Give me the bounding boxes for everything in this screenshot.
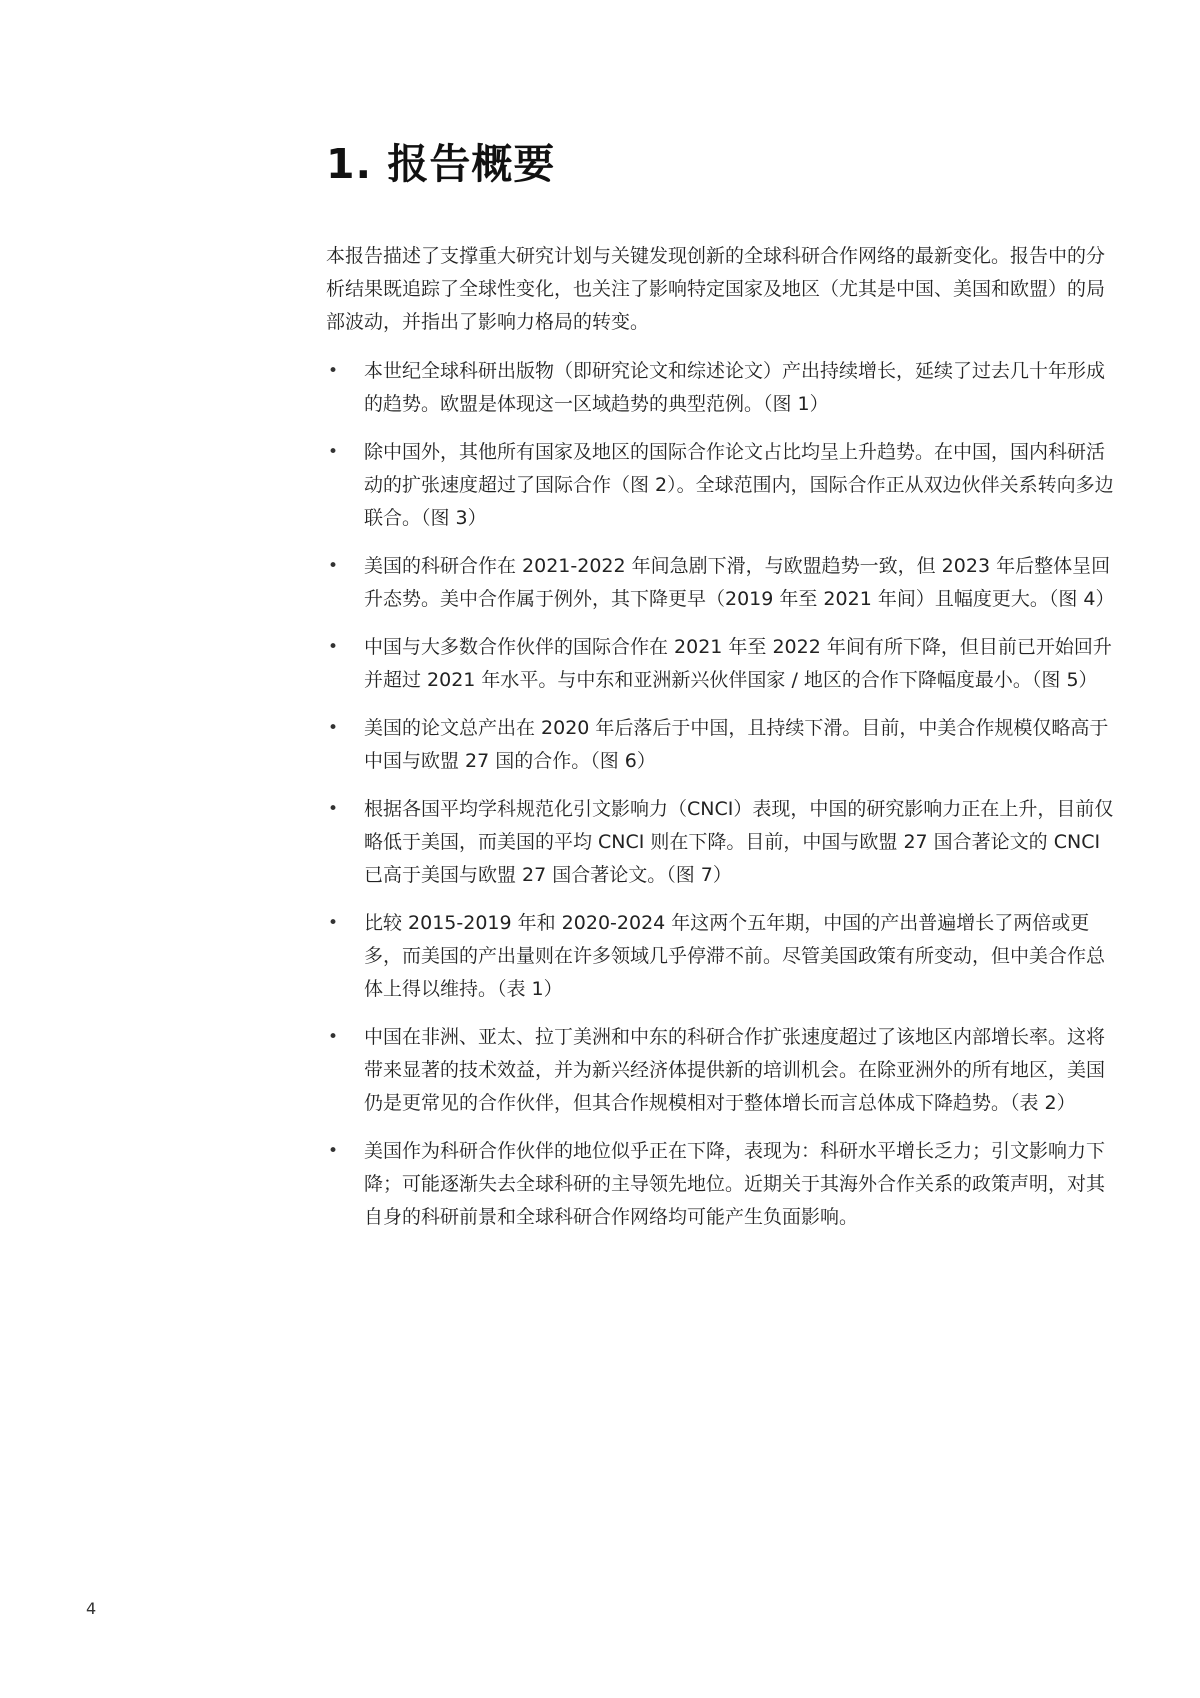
bullet-dot-icon: •	[328, 718, 339, 738]
bullet-item	[326, 550, 1120, 616]
bullet-item	[326, 712, 1120, 778]
bullet-item	[326, 436, 1120, 535]
bullet-item	[326, 355, 1120, 421]
bullet-dot-icon: •	[328, 1027, 339, 1047]
bullet-text: 美国的论文总产出在 2020 年后落后于中国，且持续下滑。目前，中美合作规模仅略高于中国与欧盟 27 国的合作。（图 6）	[364, 717, 1109, 772]
bullet-dot-icon: •	[328, 442, 339, 462]
bullet-text: 美国作为科研合作伙伴的地位似乎正在下降，表现为：科研水平增长乏力；引文影响力下降；可能逐渐失去全球科研的主导领先地位。近期关于其海外合作关系的政策声明，对其自身的科研前景和全球科研合作网络均可能产生负面影响。	[364, 1140, 1106, 1228]
bullet-item	[326, 1021, 1120, 1120]
bullet-dot-icon: •	[328, 637, 339, 657]
bullet-item	[326, 793, 1120, 892]
bullet-text: 中国与大多数合作伙伴的国际合作在 2021 年至 2022 年间有所下降，但目前已开始回升并超过 2021 年水平。与中东和亚洲新兴伙伴国家 / 地区的合作下降幅度最小。（图 5）	[364, 636, 1112, 691]
bullet-item	[326, 1135, 1120, 1234]
bullet-dot-icon: •	[328, 556, 339, 576]
bullet-text: 美国的科研合作在 2021-2022 年间急剧下滑，与欧盟趋势一致，但 2023 年后整体呈回升态势。美中合作属于例外，其下降更早（2019 年至 2021 年间）且幅度更大。（图 4）	[364, 555, 1115, 610]
bullet-text: 除中国外，其他所有国家及地区的国际合作论文占比均呈上升趋势。在中国，国内科研活动的扩张速度超过了国际合作（图 2）。全球范围内，国际合作正从双边伙伴关系转向多边联合。（图 3）	[364, 441, 1114, 529]
bullet-text: 本世纪全球科研出版物（即研究论文和综述论文）产出持续增长，延续了过去几十年形成的趋势。欧盟是体现这一区域趋势的典型范例。（图 1）	[364, 360, 1106, 415]
bullet-text: 比较 2015-2019 年和 2020-2024 年这两个五年期，中国的产出普遍增长了两倍或更多，而美国的产出量则在许多领域几乎停滞不前。尽管美国政策有所变动，但中美合作总体上得以维持。（表 1）	[364, 912, 1106, 1000]
bullet-text: 根据各国平均学科规范化引文影响力（CNCI）表现，中国的研究影响力正在上升，目前仅略低于美国，而美国的平均 CNCI 则在下降。目前，中国与欧盟 27 国合著论文的 CNCI 已高于美国与欧盟 27 国合著论文。（图 7）	[364, 798, 1114, 886]
bullet-dot-icon: •	[328, 913, 339, 933]
page-number: 4	[86, 1599, 97, 1618]
section-heading: 1. 报告概要	[326, 140, 556, 188]
bullet-text: 中国在非洲、亚太、拉丁美洲和中东的科研合作扩张速度超过了该地区内部增长率。这将带来显著的技术效益，并为新兴经济体提供新的培训机会。在除亚洲外的所有地区，美国仍是更常见的合作伙伴，但其合作规模相对于整体增长而言总体成下降趋势。（表 2）	[364, 1026, 1106, 1114]
bullet-dot-icon: •	[328, 1141, 339, 1161]
intro-paragraph: 本报告描述了支撑重大研究计划与关键发现创新的全球科研合作网络的最新变化。报告中的分析结果既追踪了全球性变化，也关注了影响特定国家及地区（尤其是中国、美国和欧盟）的局部波动，并指出了影响力格局的转变。	[326, 245, 1106, 333]
bullet-dot-icon: •	[328, 799, 339, 819]
bullet-dot-icon: •	[328, 361, 339, 381]
bullet-item	[326, 907, 1120, 1006]
bullet-item	[326, 631, 1120, 697]
summary-bullet-list	[326, 355, 1120, 1249]
